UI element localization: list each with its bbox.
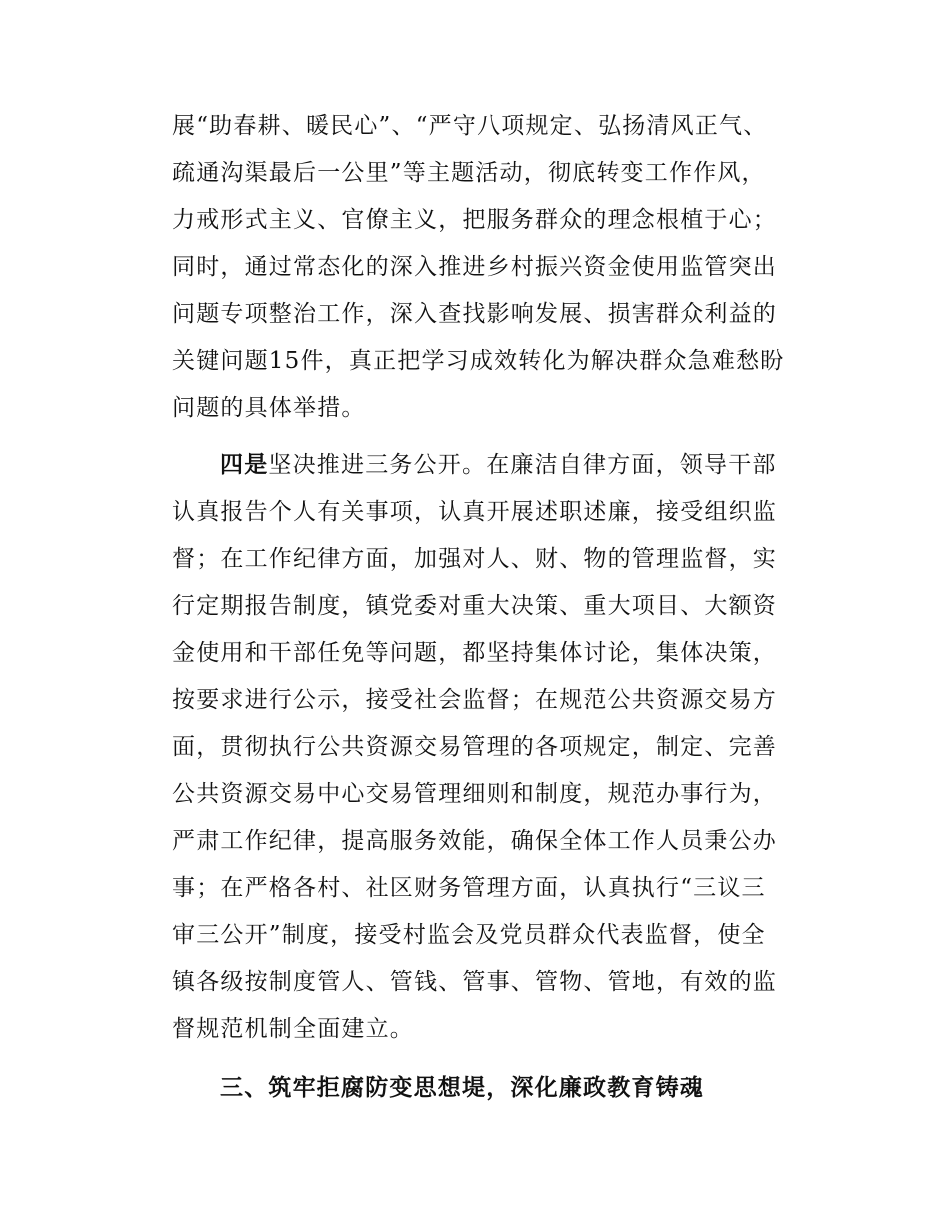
paragraph-lead-label: 四是 [220,452,269,478]
paragraph-line: 公共资源交易中心交易管理细则和制度，规范办事行为， [172,781,777,807]
paragraph-1 [172,103,812,432]
paragraph-line: 关键问题15件，真正把学习成效转化为解决群众急难愁盼 [172,348,785,374]
section-heading: 三、筑牢拒腐防变思想堤，深化廉政教育铸魂 [220,1075,704,1101]
paragraph-line: 事；在严格各村、社区财务管理方面，认真执行“三议三 [172,875,766,901]
paragraph-line: 严肃工作纪律，提高服务效能，确保全体工作人员秉公办 [172,828,777,854]
paragraph-line: 展“助春耕、暖民心”、“严守八项规定、弘扬清风正气、 [172,113,768,139]
paragraph-line: 行定期报告制度，镇党委对重大决策、重大项目、大额资 [172,593,777,619]
paragraph-line-text: 坚决推进三务公开。在廉洁自律方面，领导干部 [268,452,777,478]
paragraph-line: 镇各级按制度管人、管钱、管事、管物、管地，有效的监 [172,969,777,995]
paragraph-line: 金使用和干部任免等问题，都坚持集体讨论，集体决策， [172,640,777,666]
paragraph-line: 审三公开”制度，接受村监会及党员群众代表监督，使全 [172,922,766,948]
paragraph-2 [172,442,812,1053]
paragraph-line: 疏通沟渠最后一公里”等主题活动，彻底转变工作作风， [172,160,766,186]
paragraph-line: 认真报告个人有关事项，认真开展述职述廉，接受组织监 [172,499,777,525]
paragraph-line: 按要求进行公示，接受社会监督；在规范公共资源交易方 [172,687,777,713]
paragraph-line: 督；在工作纪律方面，加强对人、财、物的管理监督，实 [172,546,777,572]
paragraph-first-line [172,442,812,489]
paragraph-line: 力戒形式主义、官僚主义，把服务群众的理念根植于心； [172,207,777,233]
paragraph-line: 面，贯彻执行公共资源交易管理的各项规定，制定、完善 [172,734,777,760]
paragraph-line: 同时，通过常态化的深入推进乡村振兴资金使用监管突出 [172,254,777,280]
paragraph-line: 督规范机制全面建立。 [172,1016,414,1042]
document-body [172,103,812,1112]
paragraph-line: 问题专项整治工作，深入查找影响发展、损害群众利益的 [172,301,777,327]
paragraph-line: 问题的具体举措。 [172,395,366,421]
